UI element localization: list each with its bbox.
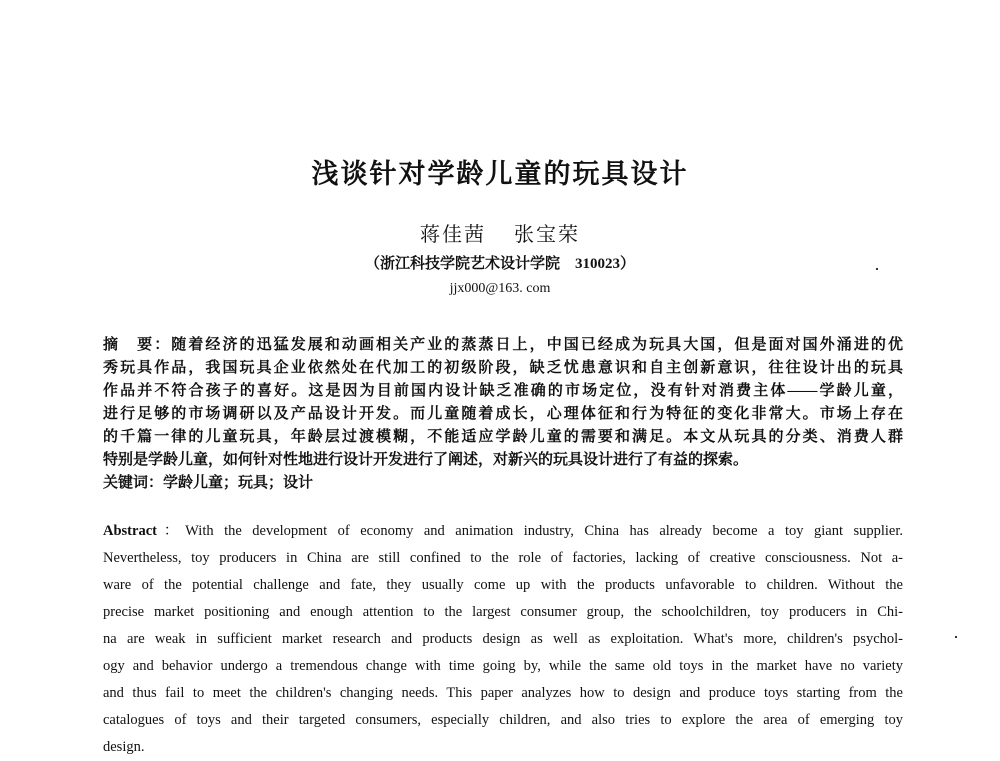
author-name: 张宝荣 [514, 224, 580, 246]
abstract-line: design. [103, 739, 145, 755]
abstract-line: 进行足够的市场调研以及产品设计开发。而儿童随着成长，心理体征和行为特征的变化非常大。市场上存在 [103, 406, 903, 422]
chinese-abstract [103, 334, 903, 495]
affiliation: （浙江科技学院艺术设计学院 310023） [364, 256, 635, 272]
abstract-line: catalogues of toys and their targeted consumers, especially children, and also tries to explore the area of emerging toy [103, 712, 903, 728]
abstract-line: na are weak in sufficient market research and products design as well as exploitation. What's more, children's psychol- [103, 631, 903, 647]
abstract-label-en: Abstract [103, 523, 157, 539]
author-email: jjx000@163. com [449, 281, 551, 296]
keywords-text: 学龄儿童；玩具；设计 [163, 475, 314, 491]
scan-speck [955, 636, 957, 638]
abstract-line: 特别是学龄儿童，如何针对性地进行设计开发进行了阐述，对新兴的玩具设计进行了有益的探索。 [103, 452, 749, 468]
abstract-line: precise market positioning and enough attention to the largest consumer group, the schoolchildren, toy producers in Chi- [103, 604, 903, 620]
abstract-line: 作品并不符合孩子的喜好。这是因为目前国内设计缺乏准确的市场定位，没有针对消费主体——学龄儿童， [103, 383, 903, 399]
abstract-label: 摘 要： [103, 337, 172, 353]
paper-title: 浅谈针对学龄儿童的玩具设计 [311, 159, 689, 189]
abstract-line: Nevertheless, toy producers in China are still confined to the role of factories, lacking of creative consciousness. Not a- [103, 550, 903, 566]
abstract-line: ogy and behavior undergo a tremendous change with time going by, while the same old toys in the market have no variety [103, 658, 903, 674]
abstract-line [103, 518, 903, 545]
keywords-line [103, 472, 903, 495]
abstract-line: ware of the potential challenge and fate, they usually come up with the products unfavorable to children. Without the [103, 577, 903, 593]
abstract-line: and thus fail to meet the children's changing needs. This paper analyzes how to design and produce toys starting from the [103, 685, 903, 701]
abstract-text: 随着经济的迅猛发展和动画相关产业的蒸蒸日上，中国已经成为玩具大国，但是面对国外涌进的优 [171, 337, 903, 353]
english-abstract [103, 518, 903, 761]
abstract-line: 的千篇一律的儿童玩具，年龄层过渡模糊，不能适应学龄儿童的需要和满足。本文从玩具的分类、消费人群 [103, 429, 903, 445]
authors [0, 218, 1000, 247]
abstract-text: ：With the development of economy and animation industry, China has already become a toy giant supplier. [156, 523, 903, 539]
keywords-label: 关键词： [103, 475, 164, 491]
abstract-line: 秀玩具作品，我国玩具企业依然处在代加工的初级阶段，缺乏忧患意识和自主创新意识，往往设计出的玩具 [103, 360, 903, 376]
author-name: 蒋佳茜 [420, 224, 486, 246]
abstract-line [103, 334, 903, 357]
scan-speck [876, 268, 878, 270]
